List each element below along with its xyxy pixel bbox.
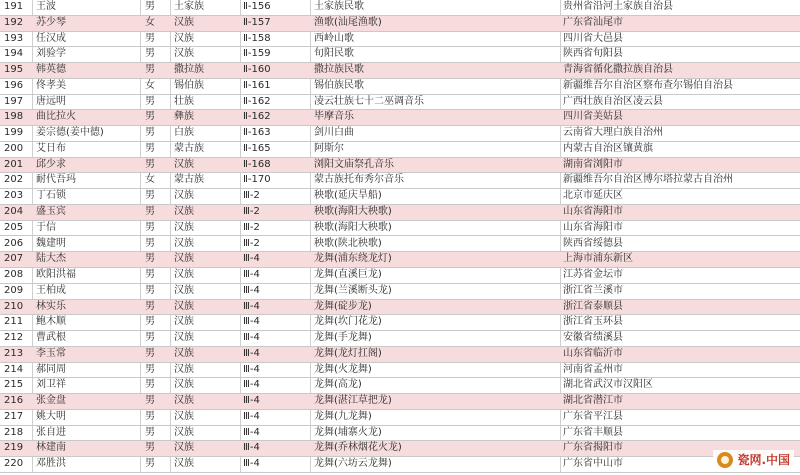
table-row <box>0 16 800 32</box>
gender-cell: 男 <box>145 379 155 391</box>
ethnicity-cell: 汉族 <box>174 332 194 344</box>
gender-cell: 男 <box>145 253 155 265</box>
row-number: 205 <box>4 221 24 233</box>
project-name: 龙舞(高龙) <box>314 379 362 391</box>
project-code: Ⅱ-156 <box>243 1 271 12</box>
inheritor-name: 王柏成 <box>36 284 66 296</box>
region-cell: 江苏省金坛市 <box>563 269 623 281</box>
table-row <box>0 378 800 394</box>
gender-cell: 男 <box>145 363 155 375</box>
table-row <box>0 347 800 363</box>
region-cell: 山东省海阳市 <box>563 221 623 233</box>
table-row <box>0 426 800 442</box>
table-row <box>0 284 800 300</box>
project-name: 渔歌(汕尾渔歌) <box>314 16 382 28</box>
ethnicity-cell: 汉族 <box>174 395 194 407</box>
row-number: 194 <box>4 48 24 60</box>
row-number: 193 <box>4 32 24 44</box>
project-code: Ⅲ-4 <box>243 284 260 296</box>
ethnicity-cell: 汉族 <box>174 316 194 328</box>
project-name: 西岭山歌 <box>314 32 354 44</box>
ethnicity-cell: 土家族 <box>174 1 204 12</box>
ethnicity-cell: 汉族 <box>174 300 194 312</box>
row-number: 191 <box>4 1 24 12</box>
row-number: 207 <box>4 253 24 265</box>
ethnicity-cell: 汉族 <box>174 363 194 375</box>
ethnicity-cell: 汉族 <box>174 379 194 391</box>
table-row <box>0 252 800 268</box>
gender-cell: 男 <box>145 158 155 170</box>
table-row <box>0 394 800 410</box>
row-number: 216 <box>4 395 24 407</box>
inheritor-name: 欧阳洪福 <box>36 269 76 281</box>
gender-cell: 男 <box>145 205 155 217</box>
project-code: Ⅱ-168 <box>243 158 271 170</box>
project-code: Ⅱ-165 <box>243 142 271 154</box>
project-name: 旬阳民歌 <box>314 48 354 60</box>
gender-cell: 男 <box>145 442 155 454</box>
table-row <box>0 158 800 174</box>
ethnicity-cell: 汉族 <box>174 237 194 249</box>
ethnicity-cell: 汉族 <box>174 426 194 438</box>
ethnicity-cell: 汉族 <box>174 253 194 265</box>
row-number: 215 <box>4 379 24 391</box>
row-number: 204 <box>4 205 24 217</box>
inheritor-name: 刘验学 <box>36 48 66 60</box>
project-name: 龙舞(九龙舞) <box>314 410 372 422</box>
region-cell: 四川省美姑县 <box>563 111 623 123</box>
inheritor-name: 王波 <box>36 1 56 12</box>
row-number: 197 <box>4 95 24 107</box>
row-number: 200 <box>4 142 24 154</box>
inheritor-name: 张自进 <box>36 426 66 438</box>
table-row <box>0 410 800 426</box>
project-name: 龙舞(碇步龙) <box>314 300 372 312</box>
project-code: Ⅱ-160 <box>243 64 271 76</box>
project-code: Ⅲ-2 <box>243 190 260 202</box>
gender-cell: 男 <box>145 95 155 107</box>
row-number: 203 <box>4 190 24 202</box>
gender-cell: 女 <box>145 79 155 91</box>
row-number: 206 <box>4 237 24 249</box>
row-number: 214 <box>4 363 24 375</box>
inheritor-name: 唐远明 <box>36 95 66 107</box>
region-cell: 贵州省沿河土家族自治县 <box>563 1 673 12</box>
table-row <box>0 110 800 126</box>
table-row <box>0 0 800 16</box>
ethnicity-cell: 汉族 <box>174 284 194 296</box>
region-cell: 广东省揭阳市 <box>563 442 623 454</box>
inheritor-name: 姜宗德(姜中德) <box>36 127 104 139</box>
row-number: 201 <box>4 158 24 170</box>
region-cell: 青海省循化撒拉族自治县 <box>563 64 673 76</box>
inheritor-name: 陆大杰 <box>36 253 66 265</box>
inheritor-name: 刘卫祥 <box>36 379 66 391</box>
project-code: Ⅲ-4 <box>243 332 260 344</box>
ethnicity-cell: 汉族 <box>174 269 194 281</box>
ethnicity-cell: 彝族 <box>174 111 194 123</box>
region-cell: 新疆维吾尔自治区察布查尔锡伯自治县 <box>563 79 733 91</box>
region-cell: 湖北省武汉市汉阳区 <box>563 379 653 391</box>
row-number: 220 <box>4 458 24 470</box>
inheritor-name: 李玉常 <box>36 347 66 359</box>
project-code: Ⅲ-4 <box>243 316 260 328</box>
project-code: Ⅱ-170 <box>243 174 271 186</box>
project-name: 龙舞(兰溪断头龙) <box>314 284 392 296</box>
project-code: Ⅲ-4 <box>243 253 260 265</box>
project-name: 毕摩音乐 <box>314 111 354 123</box>
table-row <box>0 315 800 331</box>
ethnicity-cell: 锡伯族 <box>174 79 204 91</box>
project-name: 龙舞(浦东绕龙灯) <box>314 253 392 265</box>
region-cell: 山东省海阳市 <box>563 205 623 217</box>
region-cell: 广东省丰顺县 <box>563 426 623 438</box>
inheritor-name: 林实乐 <box>36 300 66 312</box>
gender-cell: 男 <box>145 269 155 281</box>
table-row <box>0 95 800 111</box>
project-name: 龙舞(六坊云龙舞) <box>314 458 392 470</box>
project-code: Ⅲ-2 <box>243 221 260 233</box>
ethnicity-cell: 汉族 <box>174 221 194 233</box>
region-cell: 安徽省绩溪县 <box>563 332 623 344</box>
inheritor-name: 于信 <box>36 221 56 233</box>
row-number: 198 <box>4 111 24 123</box>
inheritor-name: 任汉成 <box>36 32 66 44</box>
project-name: 龙舞(湛江草把龙) <box>314 395 392 407</box>
project-name: 龙舞(手龙舞) <box>314 332 372 344</box>
table-row <box>0 221 800 237</box>
region-cell: 浙江省泰顺县 <box>563 300 623 312</box>
row-number: 218 <box>4 426 24 438</box>
project-name: 秧歌(海阳大秧歌) <box>314 205 392 217</box>
project-name: 锡伯族民歌 <box>314 79 364 91</box>
inheritor-name: 曹武根 <box>36 332 66 344</box>
gender-cell: 男 <box>145 221 155 233</box>
inheritor-name: 艾日布 <box>36 142 66 154</box>
table-row <box>0 79 800 95</box>
table-row <box>0 126 800 142</box>
ethnicity-cell: 蒙古族 <box>174 174 204 186</box>
inheritor-name: 曲比拉火 <box>36 111 76 123</box>
project-name: 土家族民歌 <box>314 1 364 12</box>
region-cell: 河南省孟州市 <box>563 363 623 375</box>
gender-cell: 男 <box>145 127 155 139</box>
project-code: Ⅲ-4 <box>243 410 260 422</box>
inheritor-name: 耐代吾玛 <box>36 174 76 186</box>
project-code: Ⅱ-161 <box>243 79 271 91</box>
gender-cell: 男 <box>145 426 155 438</box>
project-code: Ⅲ-4 <box>243 395 260 407</box>
gender-cell: 男 <box>145 410 155 422</box>
table-row <box>0 205 800 221</box>
gender-cell: 男 <box>145 64 155 76</box>
inheritor-name: 盛玉宾 <box>36 205 66 217</box>
gender-cell: 男 <box>145 190 155 202</box>
gender-cell: 男 <box>145 458 155 470</box>
table-row <box>0 331 800 347</box>
ethnicity-cell: 蒙古族 <box>174 142 204 154</box>
ethnicity-cell: 汉族 <box>174 32 194 44</box>
table-row <box>0 237 800 253</box>
inheritor-name: 苏少琴 <box>36 16 66 28</box>
ethnicity-cell: 壮族 <box>174 95 194 107</box>
project-name: 龙舞(埔寨火龙) <box>314 426 382 438</box>
region-cell: 广西壮族自治区凌云县 <box>563 95 663 107</box>
gender-cell: 男 <box>145 1 155 12</box>
project-code: Ⅱ-162 <box>243 95 271 107</box>
table-row <box>0 268 800 284</box>
ethnicity-cell: 汉族 <box>174 347 194 359</box>
project-name: 蒙古族托布秀尔音乐 <box>314 174 404 186</box>
project-code: Ⅱ-158 <box>243 32 271 44</box>
gender-cell: 男 <box>145 48 155 60</box>
watermark-text: 瓷网.中国 <box>737 453 790 467</box>
table-row <box>0 457 800 473</box>
table-row <box>0 173 800 189</box>
inheritor-name: 魏建明 <box>36 237 66 249</box>
region-cell: 浙江省兰溪市 <box>563 284 623 296</box>
region-cell: 云南省大理白族自治州 <box>563 127 663 139</box>
project-name: 龙舞(坎门花龙) <box>314 316 382 328</box>
project-name: 秧歌(延庆旱船) <box>314 190 382 202</box>
gender-cell: 男 <box>145 347 155 359</box>
project-code: Ⅲ-4 <box>243 458 260 470</box>
table-row <box>0 363 800 379</box>
region-cell: 浙江省玉环县 <box>563 316 623 328</box>
gender-cell: 男 <box>145 284 155 296</box>
ethnicity-cell: 汉族 <box>174 16 194 28</box>
gender-cell: 男 <box>145 300 155 312</box>
table-row <box>0 189 800 205</box>
region-cell: 上海市浦东新区 <box>563 253 633 265</box>
inheritor-name: 丁石锁 <box>36 190 66 202</box>
ethnicity-cell: 汉族 <box>174 442 194 454</box>
project-code: Ⅲ-4 <box>243 300 260 312</box>
table-row <box>0 32 800 48</box>
inheritor-name: 邱少求 <box>36 158 66 170</box>
project-name: 龙舞(龙灯扛阁) <box>314 347 382 359</box>
ethnicity-cell: 汉族 <box>174 190 194 202</box>
project-code: Ⅲ-4 <box>243 379 260 391</box>
project-name: 龙舞(直溪巨龙) <box>314 269 382 281</box>
project-code: Ⅱ-159 <box>243 48 271 60</box>
gender-cell: 男 <box>145 32 155 44</box>
site-watermark <box>713 450 794 469</box>
region-cell: 广东省汕尾市 <box>563 16 623 28</box>
porcelain-logo-icon <box>717 452 733 468</box>
inheritor-name: 姚大明 <box>36 410 66 422</box>
ethnicity-cell: 撒拉族 <box>174 64 204 76</box>
project-code: Ⅱ-163 <box>243 127 271 139</box>
project-code: Ⅲ-4 <box>243 347 260 359</box>
project-code: Ⅲ-4 <box>243 363 260 375</box>
project-code: Ⅲ-4 <box>243 442 260 454</box>
project-name: 龙舞(火龙舞) <box>314 363 372 375</box>
region-cell: 陕西省绥德县 <box>563 237 623 249</box>
table-row <box>0 63 800 79</box>
region-cell: 湖北省潜江市 <box>563 395 623 407</box>
row-number: 213 <box>4 347 24 359</box>
region-cell: 北京市延庆区 <box>563 190 623 202</box>
ethnicity-cell: 汉族 <box>174 205 194 217</box>
gender-cell: 女 <box>145 16 155 28</box>
region-cell: 湖南省浏阳市 <box>563 158 623 170</box>
region-cell: 广东省平江县 <box>563 410 623 422</box>
gender-cell: 男 <box>145 332 155 344</box>
project-code: Ⅱ-157 <box>243 16 271 28</box>
row-number: 209 <box>4 284 24 296</box>
row-number: 199 <box>4 127 24 139</box>
region-cell: 山东省临沂市 <box>563 347 623 359</box>
gender-cell: 女 <box>145 174 155 186</box>
row-number: 202 <box>4 174 24 186</box>
inheritor-name: 邓胜洪 <box>36 458 66 470</box>
region-cell: 新疆维吾尔自治区博尔塔拉蒙古自治州 <box>563 174 733 186</box>
ethnicity-cell: 汉族 <box>174 458 194 470</box>
project-code: Ⅲ-2 <box>243 205 260 217</box>
row-number: 192 <box>4 16 24 28</box>
inheritor-name: 韩英德 <box>36 64 66 76</box>
gender-cell: 男 <box>145 111 155 123</box>
inheritor-name: 林建南 <box>36 442 66 454</box>
project-name: 阿斯尔 <box>314 142 344 154</box>
row-number: 219 <box>4 442 24 454</box>
gender-cell: 男 <box>145 237 155 249</box>
project-code: Ⅱ-162 <box>243 111 271 123</box>
table-row <box>0 47 800 63</box>
gender-cell: 男 <box>145 142 155 154</box>
inheritor-name: 鲍木顺 <box>36 316 66 328</box>
table-row <box>0 142 800 158</box>
project-code: Ⅲ-2 <box>243 237 260 249</box>
project-code: Ⅲ-4 <box>243 426 260 438</box>
inheritor-name: 张金盘 <box>36 395 66 407</box>
project-name: 秧歌(海阳大秧歌) <box>314 221 392 233</box>
region-cell: 陕西省旬阳县 <box>563 48 623 60</box>
row-number: 217 <box>4 410 24 422</box>
table-row <box>0 300 800 316</box>
gender-cell: 男 <box>145 316 155 328</box>
project-name: 龙舞(乔林烟花火龙) <box>314 442 402 454</box>
ethnicity-cell: 汉族 <box>174 158 194 170</box>
project-name: 浏阳文庙祭孔音乐 <box>314 158 394 170</box>
ethnicity-cell: 白族 <box>174 127 194 139</box>
inheritor-name: 佟孝美 <box>36 79 66 91</box>
project-name: 剑川白曲 <box>314 127 354 139</box>
row-number: 196 <box>4 79 24 91</box>
project-code: Ⅲ-4 <box>243 269 260 281</box>
gender-cell: 男 <box>145 395 155 407</box>
row-number: 212 <box>4 332 24 344</box>
region-cell: 广东省中山市 <box>563 458 623 470</box>
row-number: 210 <box>4 300 24 312</box>
ethnicity-cell: 汉族 <box>174 48 194 60</box>
ethnicity-cell: 汉族 <box>174 410 194 422</box>
inheritor-name: 郝同周 <box>36 363 66 375</box>
table-row <box>0 441 800 457</box>
project-name: 撒拉族民歌 <box>314 64 364 76</box>
region-cell: 内蒙古自治区镶黄旗 <box>563 142 653 154</box>
row-number: 211 <box>4 316 24 328</box>
project-name: 凌云壮族七十二巫调音乐 <box>314 95 424 107</box>
region-cell: 四川省大邑县 <box>563 32 623 44</box>
row-number: 195 <box>4 64 24 76</box>
project-name: 秧歌(陕北秧歌) <box>314 237 382 249</box>
row-number: 208 <box>4 269 24 281</box>
